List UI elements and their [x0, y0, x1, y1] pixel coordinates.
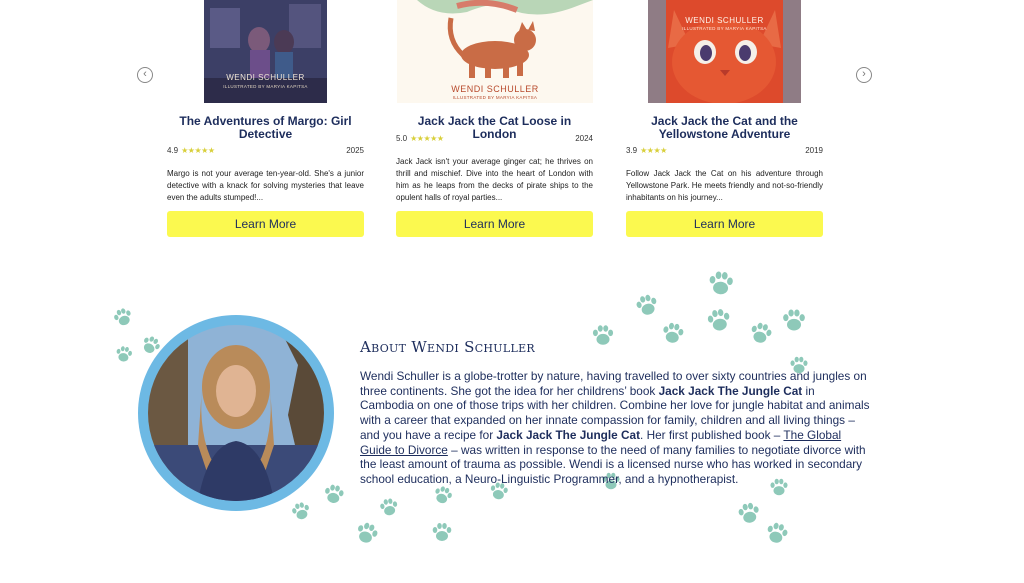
stars-icon: ★★★★★ [181, 146, 215, 155]
paw-print-icon [703, 304, 735, 336]
cover-author-text: WENDI SCHULLER [451, 84, 539, 94]
book-description: Follow Jack Jack the Cat on his adventure through Yellowstone Park. He meets friendly and not-so-friendly inhabitants on his journey... [626, 169, 823, 202]
paw-print-icon [734, 498, 764, 528]
book-cover-image[interactable] [648, 0, 801, 103]
paw-print-icon [780, 306, 808, 334]
cover-illustrator-text: ILLUSTRATED BY MARYIA KAPITSA [682, 26, 767, 31]
book-meta [626, 146, 823, 155]
publication-year: 2025 [346, 146, 364, 155]
publication-year: 2019 [805, 146, 823, 155]
about-paragraph: Wendi Schuller is a globe-trotter by nature, having travelled to over sixty countries and jungles on three continents. She got the idea for her childrens’ book Jack Jack The Jungle Cat in Cambodia on one of those trips with her children. Combine her love for jungle habitat and animals with a career that expanded on her innate compassion for family, children and all living things – and you have a recipe for Jack Jack The Jungle Cat. Her first published book – The Global Guide to Divorce – was written in response to the need of many families to negotiate divorce with the least amount of trauma as possible. Wendi is a licensed nurse who has worked in secondary school education, a Neuro-Linguistic Programmer, and a hypnotherapist. [360, 369, 870, 486]
paw-print-icon [658, 318, 688, 348]
book-title[interactable]: The Adventures of Margo: Girl Detective [179, 114, 352, 141]
rating: 4.9 ★★★★★ [167, 146, 215, 155]
cover-author-text: WENDI SCHULLER [226, 73, 305, 82]
learn-more-button[interactable]: Learn More [396, 211, 593, 237]
paw-print-icon [430, 520, 454, 544]
paw-print-icon [109, 303, 137, 331]
book-title[interactable]: Jack Jack the Cat Loose in London [417, 114, 572, 141]
paw-print-icon [631, 289, 663, 321]
paw-print-icon [376, 494, 401, 519]
paw-print-icon [590, 322, 616, 348]
rating: 3.9 ★★★★ [626, 146, 667, 155]
rating: 5.0 ★★★★★ [396, 134, 444, 143]
book-meta [167, 146, 364, 155]
cover-author-text: WENDI SCHULLER [685, 16, 764, 25]
book-meta [396, 134, 593, 143]
author-photo [138, 315, 334, 511]
book-cover-image[interactable] [204, 0, 327, 103]
publication-year: 2024 [575, 134, 593, 143]
cover-illustrator-text: ILLUSTRATED BY MARYIA KAPITSA [452, 95, 538, 100]
about-heading: About Wendi Schuller [360, 338, 535, 356]
chevron-left-icon: ‹ [143, 68, 147, 80]
book-description: Jack Jack isn't your average ginger cat; he thrives on thrill and mischief. Dive into the heart of London with him as he leaps from the decks of pirate ships to the opulent halls of royal parties... [396, 157, 593, 202]
cover-illustrator-text: ILLUSTRATED BY MARYIA KAPITSA [223, 84, 308, 89]
carousel-next-button[interactable] [856, 67, 872, 83]
paw-print-icon [761, 517, 793, 549]
book-title-emphasis: Jack Jack The Jungle Cat [496, 427, 641, 442]
paw-print-icon [705, 267, 738, 300]
stars-icon: ★★★★★ [410, 134, 444, 143]
learn-more-button[interactable]: Learn More [167, 211, 364, 237]
stars-icon: ★★★★ [640, 146, 667, 155]
learn-more-button[interactable]: Learn More [626, 211, 823, 237]
paw-print-icon [320, 480, 348, 508]
global-guide-link[interactable]: The Global Guide to Divorce [360, 427, 842, 457]
paw-print-icon [288, 498, 315, 525]
chevron-right-icon: › [862, 68, 866, 80]
book-cover-image[interactable] [397, 0, 593, 103]
carousel-prev-button[interactable] [137, 67, 153, 83]
book-description: Margo is not your average ten-year-old. She's a junior detective with a knack for solving mysteries that leave even the adults stumped!... [167, 169, 364, 202]
paw-print-icon [112, 342, 135, 365]
paw-print-icon [350, 516, 383, 549]
book-title-emphasis: Jack Jack The Jungle Cat [658, 383, 803, 398]
book-title[interactable]: Jack Jack the Cat and the Yellowstone Adventure [651, 114, 798, 141]
paw-print-icon [745, 317, 777, 349]
